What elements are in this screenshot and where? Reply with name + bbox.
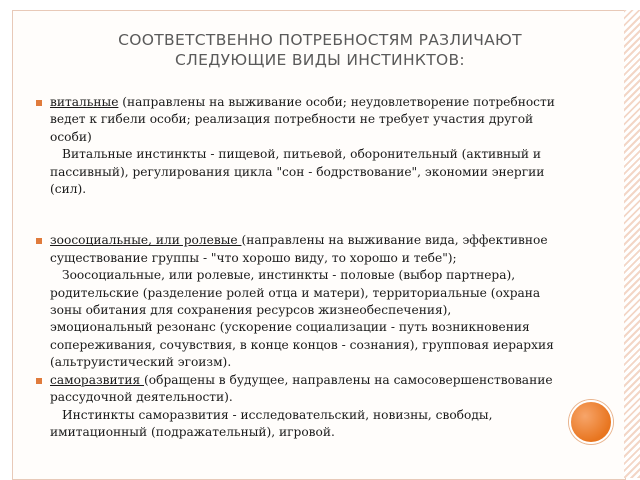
list-item-selfdev (36, 372, 556, 407)
list-item-zoosocial (36, 232, 556, 267)
text-zoosocial: (направлены на выживание вида, эффективное существование группы - "что хорошо виду, то хорошо и тебе"); (50, 233, 548, 265)
decorative-stripe (624, 10, 640, 478)
text-selfdev: (обращены в будущее, направлены на самосовершенствование рассудочной деятельности). (50, 372, 553, 405)
term-vital: витальные (50, 95, 119, 109)
left-margin (0, 10, 12, 478)
term-zoosocial: зоосоциальные, или ролевые (50, 233, 242, 248)
spacer (36, 198, 556, 215)
title-line-2: СЛЕДУЮЩИЕ ВИДЫ ИНСТИНКТОВ: (175, 51, 465, 69)
text-vital: (направлены на выживание особи; неудовлетворение потребности ведет к гибели особи; реализация потребности не требует участия другой особи) (50, 95, 555, 144)
slide-title (90, 30, 550, 70)
spacer (36, 215, 556, 232)
term-selfdev: саморазвития (50, 372, 145, 387)
slide-content (36, 94, 556, 441)
detail-selfdev: Инстинкты саморазвития - исследовательский, новизны, свободы, имитационный (подражательный), игровой. (50, 407, 493, 439)
detail-vital: Витальные инстинкты - пищевой, питьевой, оборонительный (активный и пассивный), регулирования цикла "сон - бодрствование", экономии энергии (сил). (50, 147, 545, 197)
title-line-1: СООТВЕТСТВЕННО ПОТРЕБНОСТЯМ РАЗЛИЧАЮТ (118, 31, 522, 49)
decorative-circle (569, 400, 613, 444)
list-item-vital (36, 94, 556, 146)
detail-zoosocial: Зоосоциальные, или ролевые, инстинкты - половые (выбор партнера), родительские (разделение ролей отца и матери), территориальные (охрана зоны обитания для сохранения ресурсов жизнеобеспечения), эмоциональный резонанс (ускорение социализации - путь возникновения сопереживания, сочувствия, в конце концов - сознания), групповая иерархия (альтруистический эгоизм). (50, 268, 554, 370)
